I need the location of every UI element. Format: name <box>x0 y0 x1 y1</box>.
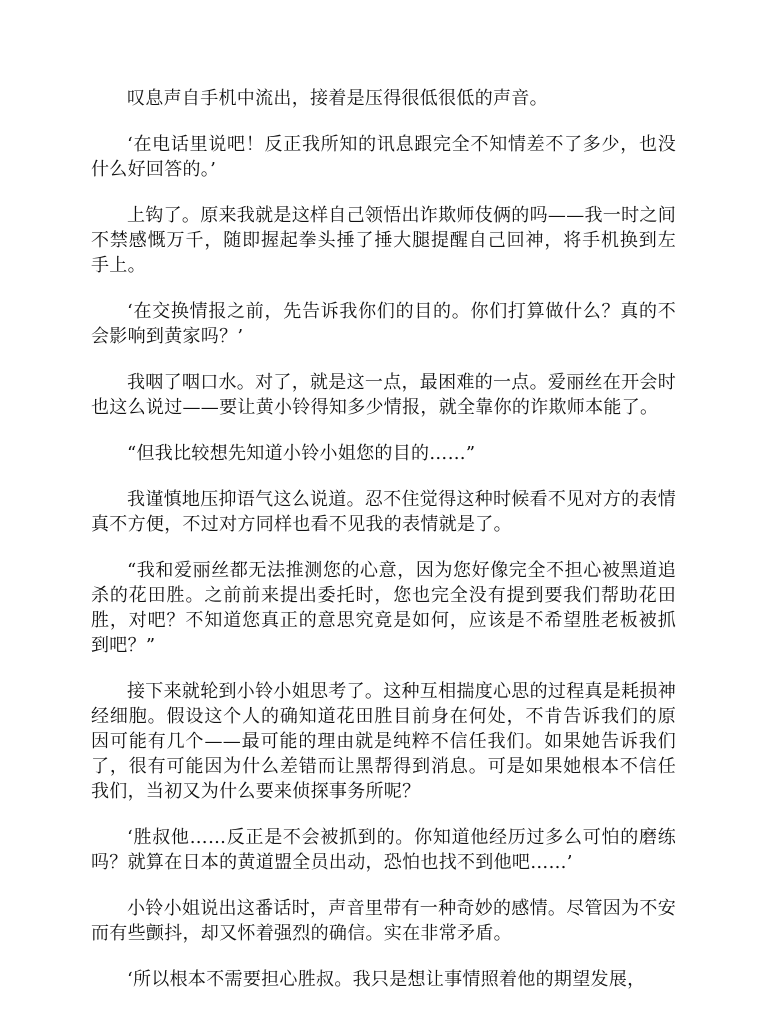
paragraph-6: “但我比较想先知道小铃小姐您的目的……” <box>127 443 476 464</box>
paragraph-2: ‘在电话里说吧！反正我所知的讯息跟完全不知情差不了多少，也没什么好回答的。’ <box>91 134 676 180</box>
paragraph-5: 我咽了咽口水。对了，就是这一点，最困难的一点。爱丽丝在开会时也这么说过——要让黄小铃得知多少情报，就全靠你的诈欺师本能了。 <box>91 372 676 418</box>
paragraph-9: 接下来就轮到小铃小姐思考了。这种互相揣度心思的过程真是耗损神经细胞。假设这个人的确知道花田胜目前身在何处，不肯告诉我们的原因可能有几个——最可能的理由就是纯粹不信任我们。如果她告诉我们了，很有可能因为什么差错而让黑帮得到消息。可是如果她根本不信任我们，当初又为什么要来侦探事务所呢？ <box>91 681 676 802</box>
paragraph-10: ‘胜叔他……反正是不会被抓到的。你知道他经历过多么可怕的磨练吗？就算在日本的黄道盟全员出动，恐怕也找不到他吧……’ <box>91 827 676 873</box>
paragraph-3: 上钩了。原来我就是这样自己领悟出诈欺师伎俩的吗——我一时之间不禁感慨万千，随即握起拳头捶了捶大腿提醒自己回神，将手机换到左手上。 <box>91 205 676 276</box>
paragraph-7: 我谨慎地压抑语气这么说道。忍不住觉得这种时候看不见对方的表情真不方便，不过对方同样也看不见我的表情就是了。 <box>91 489 676 535</box>
paragraph-4: ‘在交换情报之前，先告诉我你们的目的。你们打算做什么？真的不会影响到黄家吗？’ <box>91 301 676 347</box>
paragraph-8: “我和爱丽丝都无法推测您的心意，因为您好像完全不担心被黑道追杀的花田胜。之前前来提出委托时，您也完全没有提到要我们帮助花田胜，对吧？不知道您真正的意思究竟是如何，应该是不希望胜老板被抓到吧？” <box>91 560 676 656</box>
paragraph-1: 叹息声自手机中流出，接着是压得很低很低的声音。 <box>127 88 548 109</box>
paragraph-12: ‘所以根本不需要担心胜叔。我只是想让事情照着他的期望发展， <box>127 969 646 990</box>
paragraph-11: 小铃小姐说出这番话时，声音里带有一种奇妙的感情。尽管因为不安而有些颤抖，却又怀着强烈的确信。实在非常矛盾。 <box>91 898 676 944</box>
document-page <box>91 86 676 1013</box>
